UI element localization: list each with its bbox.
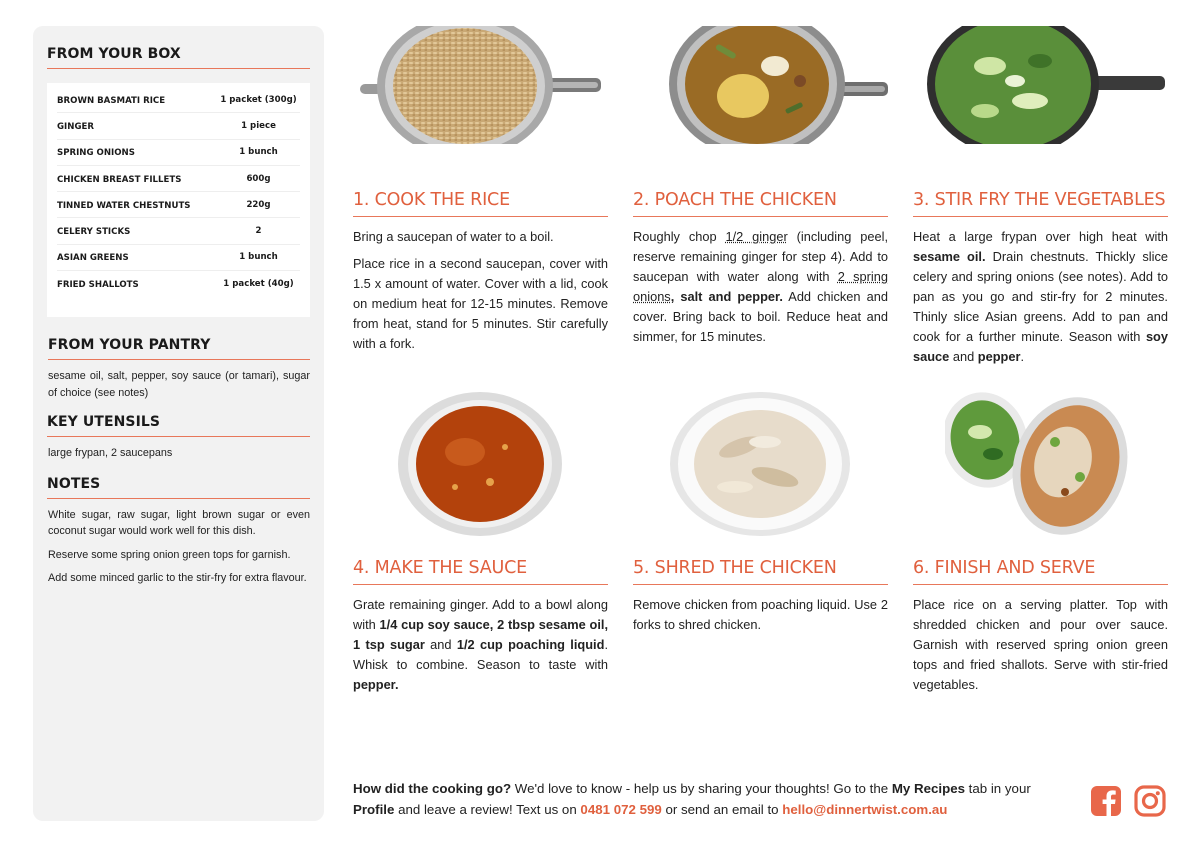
step-3-bold: pepper	[977, 349, 1021, 364]
step-3	[913, 190, 1168, 374]
poaching-pot-image	[635, 26, 890, 144]
footer-bold: How did the cooking go?	[353, 781, 512, 796]
step-2-text: Roughly chop	[633, 229, 726, 244]
step-3-bold: soy sauce	[913, 329, 1168, 364]
step-2-bold: , salt and pepper.	[670, 289, 783, 304]
footer-text: tab in your	[964, 781, 1031, 796]
step-3-text: Drain chestnuts. Thickly slice celery and spring onions (see notes). Add to pan as you go and stir-fry for 2 minutes. Thinly slice Asian greens. Add to pan and cook for a further minute. Season with	[913, 249, 1168, 344]
ingredient-row	[57, 271, 300, 297]
ingredients-table	[47, 83, 310, 317]
step-3-text: and	[949, 349, 978, 364]
sidebar	[33, 26, 324, 821]
step-4-title: 4. MAKE THE SAUCE	[353, 558, 608, 585]
step-1	[353, 190, 608, 361]
ingredient-qty: 600g	[246, 173, 271, 184]
step-1-text: Bring a saucepan of water to a boil.	[353, 229, 554, 244]
key-utensils-title: KEY UTENSILS	[47, 414, 310, 437]
shredded-chicken-image	[665, 392, 855, 537]
footer-bold: Profile	[353, 802, 395, 817]
step-4-body	[353, 595, 608, 695]
from-your-box-title: FROM YOUR BOX	[47, 46, 310, 69]
step-1-body	[353, 227, 608, 354]
ingredient-row	[57, 192, 300, 218]
step-5-body	[633, 595, 888, 635]
sauce-bowl-image	[395, 392, 565, 537]
footer-text: We'd love to know - help us by sharing your thoughts! Go to the	[511, 781, 892, 796]
step-3-body	[913, 227, 1168, 367]
ingredient-name: SPRING ONIONS	[57, 148, 135, 159]
ingredient-qty: 1 packet (300g)	[220, 94, 297, 105]
instagram-icon[interactable]	[1134, 785, 1166, 817]
footer-text: and leave a review! Text us on	[394, 802, 581, 817]
step-4-text: . Whisk to combine. Season to taste with	[353, 637, 608, 672]
ingredient-ref: 1/2 ginger	[725, 229, 788, 244]
ingredient-row	[57, 218, 300, 244]
ingredient-row	[57, 87, 300, 113]
ingredient-row	[57, 113, 300, 139]
ingredient-ref: 2 spring onions	[633, 269, 888, 304]
step-4-bold: 1/2 cup poaching liquid	[456, 637, 605, 652]
from-your-pantry-title: FROM YOUR PANTRY	[48, 337, 310, 360]
ingredient-qty: 1 bunch	[239, 147, 278, 158]
step-2-body	[633, 227, 888, 347]
step-4-bold: 1/4 cup soy sauce, 2 tbsp sesame oil, 1 tsp sugar	[353, 617, 609, 652]
email-link[interactable]: hello@dinnertwist.com.au	[782, 802, 948, 817]
ingredient-name: CHICKEN BREAST FILLETS	[57, 174, 182, 185]
step-2	[633, 190, 888, 354]
footer-text: or send an email to	[661, 802, 783, 817]
ingredient-name: TINNED WATER CHESTNUTS	[57, 200, 191, 211]
step-1-title: 1. COOK THE RICE	[353, 190, 608, 217]
step-4-text: Grate remaining ginger. Add to a bowl along with	[353, 597, 608, 632]
step-4-text: and	[424, 637, 457, 652]
ingredient-name: FRIED SHALLOTS	[57, 280, 139, 291]
utensils-text: large frypan, 2 saucepans	[48, 447, 173, 459]
ingredient-row	[57, 166, 300, 192]
note-item: White sugar, raw sugar, light brown sugar or even coconut sugar would work well for this dish.	[48, 508, 310, 537]
footer-bold: My Recipes	[891, 781, 965, 796]
pantry-text: sesame oil, salt, pepper, soy sauce (or tamari), sugar of choice (see notes)	[48, 370, 310, 399]
phone-number-link[interactable]: 0481 072 599	[580, 802, 662, 817]
ingredient-name: CELERY STICKS	[57, 227, 131, 238]
step-3-text: Heat a large frypan over high heat with	[913, 229, 1168, 244]
step-5	[633, 558, 888, 642]
step-5-title: 5. SHRED THE CHICKEN	[633, 558, 888, 585]
step-6-text: Place rice on a serving platter. Top with shredded chicken and pour over sauce. Garnish with reserved spring onion green tops and fried shallots. Serve with stir-fried vegetables.	[913, 597, 1168, 692]
ingredient-row	[57, 245, 300, 271]
finished-dish-image	[945, 392, 1135, 537]
ingredient-row	[57, 140, 300, 166]
step-6-title: 6. FINISH AND SERVE	[913, 558, 1168, 585]
notes-list	[48, 507, 310, 587]
ingredient-qty: 2	[255, 226, 262, 237]
step-6-body	[913, 595, 1168, 695]
step-6	[913, 558, 1168, 702]
ingredient-qty: 1 bunch	[239, 252, 278, 263]
ingredient-name: BROWN BASMATI RICE	[57, 95, 166, 106]
ingredient-qty: 1 packet (40g)	[223, 279, 294, 290]
note-item: Add some minced garlic to the stir-fry for extra flavour.	[48, 572, 307, 584]
stir-fry-pan-image	[915, 26, 1170, 144]
ingredient-qty: 220g	[246, 199, 271, 210]
rice-pot-image	[355, 26, 605, 144]
step-5-text: Remove chicken from poaching liquid. Use 2 forks to shred chicken.	[633, 597, 888, 632]
step-3-bold: sesame oil.	[913, 249, 986, 264]
notes-title: NOTES	[47, 476, 310, 499]
step-1-text: Place rice in a second saucepan, cover with 1.5 x amount of water. Cover with a lid, cook on medium heat for 12-15 minutes. Remove from heat, stand for 5 minutes. Stir carefully with a fork.	[353, 256, 608, 351]
step-4-bold: pepper.	[353, 677, 399, 692]
facebook-icon[interactable]	[1090, 785, 1122, 817]
ingredient-name: GINGER	[57, 121, 94, 132]
ingredient-name: ASIAN GREENS	[57, 253, 129, 264]
step-2-title: 2. POACH THE CHICKEN	[633, 190, 888, 217]
feedback-footer	[353, 778, 1073, 820]
ingredient-qty: 1 piece	[241, 120, 276, 131]
step-3-title: 3. STIR FRY THE VEGETABLES	[913, 190, 1168, 217]
step-2-text: Add chicken and cover. Bring back to boil. Reduce heat and simmer, for 15 minutes.	[633, 289, 888, 344]
step-2-text: (including peel, reserve remaining ginger for step 4). Add to saucepan with water along with	[633, 229, 889, 284]
step-3-text: .	[1020, 349, 1024, 364]
note-item: Reserve some spring onion green tops for garnish.	[48, 548, 291, 561]
step-4	[353, 558, 608, 702]
